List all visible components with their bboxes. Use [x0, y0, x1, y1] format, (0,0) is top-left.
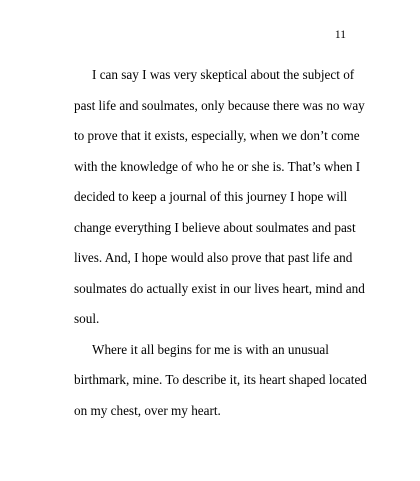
page-number: 11 — [334, 29, 346, 41]
paragraph-1 — [74, 60, 374, 335]
text-line: on my chest, over my heart. — [74, 402, 221, 418]
text-line: birthmark, mine. To describe it, its heart shaped located — [74, 372, 367, 387]
text-line: past life and soulmates, only because there was no way — [74, 97, 365, 113]
body-text — [74, 60, 374, 426]
text-line: Where it all begins for me is with an unusual — [92, 341, 329, 357]
text-line: change everything I believe about soulmates and past — [74, 219, 356, 235]
text-line: lives. And, I hope would also prove that past life and — [74, 250, 353, 265]
text-line: to prove that it exists, especially, when we don’t come — [74, 128, 360, 143]
text-line: I can say I was very skeptical about the subject of — [92, 67, 355, 82]
text-line: with the knowledge of who he or she is. That’s when I — [74, 158, 361, 174]
text-line: decided to keep a journal of this journey I hope will — [74, 189, 348, 204]
paragraph-2 — [74, 335, 374, 427]
text-line: soul. — [74, 311, 100, 326]
text-line: soulmates do actually exist in our lives heart, mind and — [74, 280, 365, 296]
